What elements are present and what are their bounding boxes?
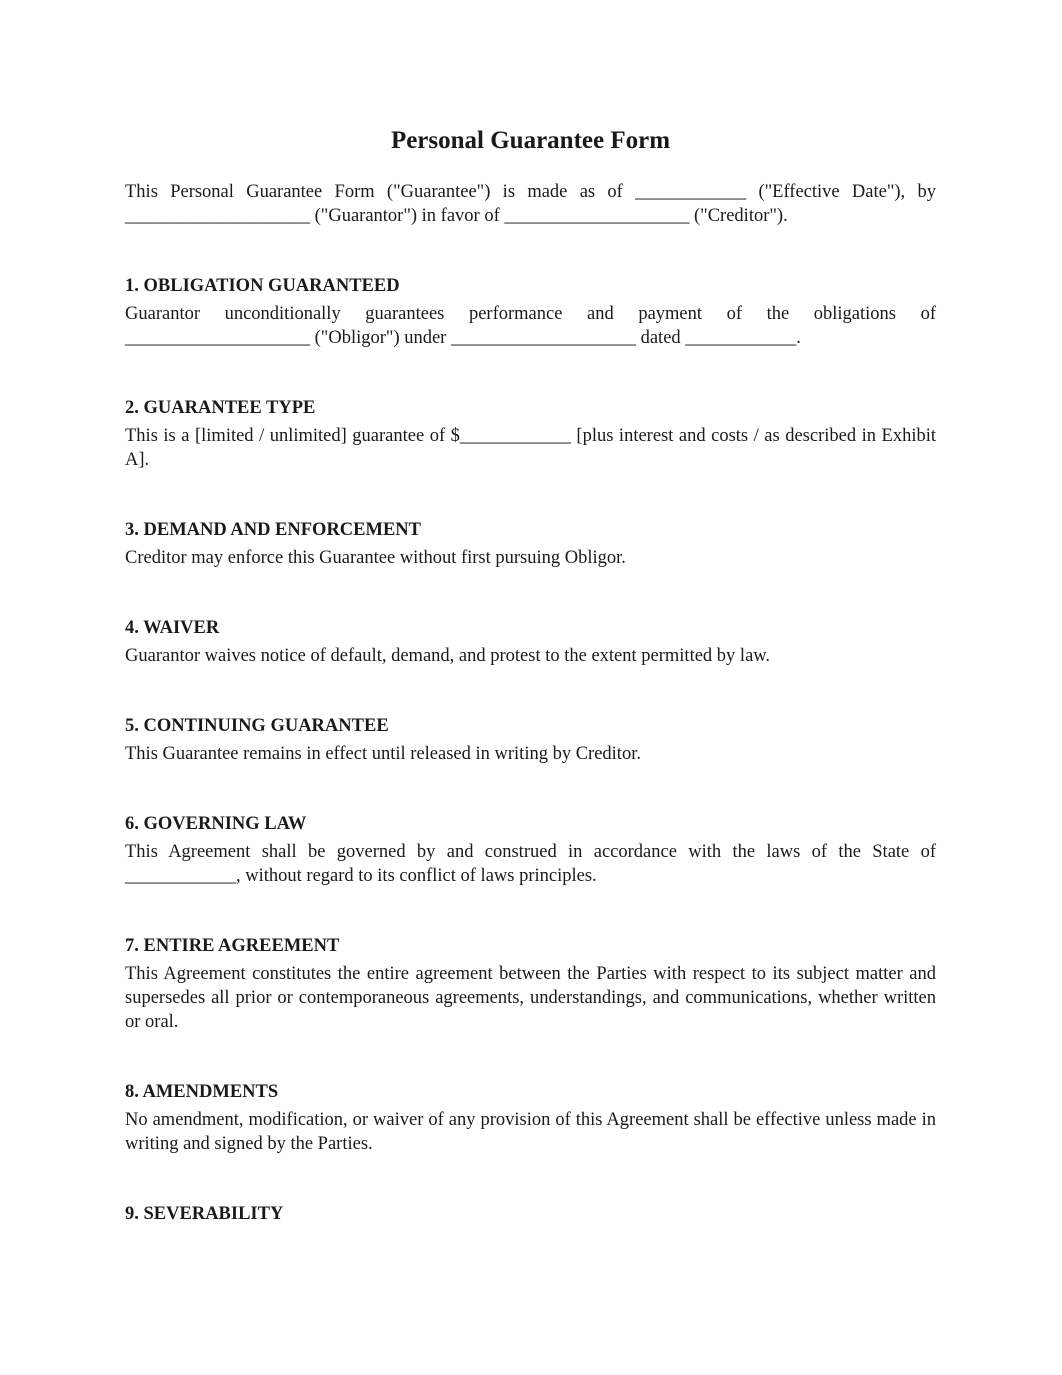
- section-amendments: [125, 1080, 936, 1156]
- section-guarantee-type: [125, 396, 936, 472]
- section-continuing-guarantee: [125, 714, 936, 766]
- section-severability: [125, 1202, 936, 1226]
- section-heading: 2. GUARANTEE TYPE: [125, 398, 316, 418]
- section-heading: 4. WAIVER: [125, 618, 220, 638]
- section-heading: 3. DEMAND AND ENFORCEMENT: [125, 520, 421, 540]
- section-heading: 8. AMENDMENTS: [125, 1082, 279, 1102]
- section-waiver: [125, 616, 936, 668]
- section-body: This Agreement constitutes the entire agreement between the Parties with respect to its subject matter and supersedes all prior or contemporaneous agreements, understandings, and communications, whether written or oral.: [125, 964, 936, 1032]
- document-title: Personal Guarantee Form: [390, 127, 671, 154]
- intro-paragraph: This Personal Guarantee Form ("Guarantee") is made as of ____________ ("Effective Date"), by ____________________ ("Guarantor") in favor of ____________________ ("Creditor").: [125, 182, 936, 226]
- section-body: Guarantor waives notice of default, demand, and protest to the extent permitted by law.: [125, 646, 771, 666]
- section-entire-agreement: [125, 934, 936, 1034]
- document-page: [125, 124, 936, 1272]
- section-body: This Guarantee remains in effect until released in writing by Creditor.: [125, 744, 641, 764]
- section-heading: 6. GOVERNING LAW: [125, 814, 307, 834]
- section-body: Guarantor unconditionally guarantees performance and payment of the obligations of ____________________ ("Obligor") under ____________________ dated ____________.: [125, 304, 936, 348]
- section-body: This is a [limited / unlimited] guarantee of $____________ [plus interest and costs / as described in Exhibit A].: [125, 426, 936, 470]
- section-body: No amendment, modification, or waiver of any provision of this Agreement shall be effective unless made in writing and signed by the Parties.: [125, 1110, 936, 1154]
- section-governing-law: [125, 812, 936, 888]
- section-heading: 9. SEVERABILITY: [125, 1204, 284, 1224]
- section-obligation-guaranteed: [125, 274, 936, 350]
- section-demand-and-enforcement: [125, 518, 936, 570]
- section-heading: 7. ENTIRE AGREEMENT: [125, 936, 340, 956]
- section-heading: 1. OBLIGATION GUARANTEED: [125, 276, 400, 296]
- section-body: Creditor may enforce this Guarantee without first pursuing Obligor.: [125, 548, 626, 568]
- section-heading: 5. CONTINUING GUARANTEE: [125, 716, 389, 736]
- section-body: This Agreement shall be governed by and construed in accordance with the laws of the State of ____________, without regard to its conflict of laws principles.: [125, 842, 936, 886]
